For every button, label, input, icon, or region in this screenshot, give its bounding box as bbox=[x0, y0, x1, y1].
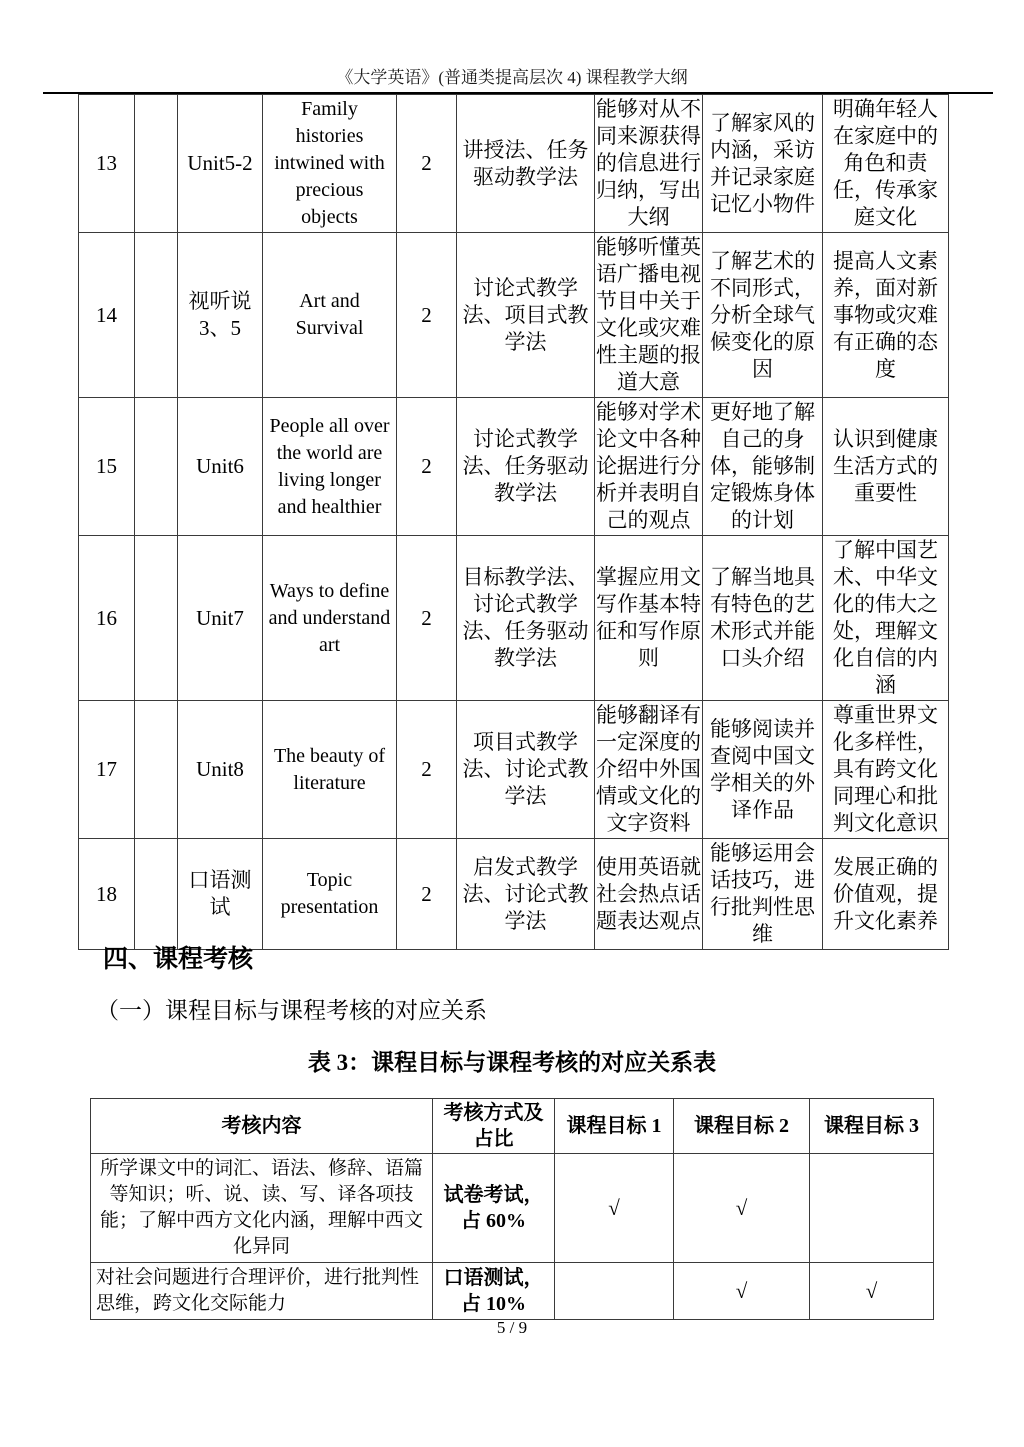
cell-goal-3-check: √ bbox=[810, 1263, 934, 1320]
table-row bbox=[79, 233, 949, 398]
cell-number: 15 bbox=[79, 398, 135, 536]
header-goal-1: 课程目标 1 bbox=[555, 1099, 674, 1154]
cell-goal-1-check: √ bbox=[555, 1154, 674, 1263]
cell-unit: Unit6 bbox=[178, 398, 263, 536]
cell-topic: People all over the world are living longer and healthier bbox=[263, 398, 397, 536]
cell-objective-2: 了解家风的内涵，采访并记录家庭记忆小物件 bbox=[703, 95, 823, 233]
cell-objective-3: 认识到健康生活方式的重要性 bbox=[823, 398, 949, 536]
header-goal-2: 课程目标 2 bbox=[674, 1099, 810, 1154]
cell-objective-2: 能够阅读并查阅中国文学相关的外译作品 bbox=[703, 701, 823, 839]
cell-methods: 项目式教学法、讨论式教学法 bbox=[457, 701, 595, 839]
cell-methods: 启发式教学法、讨论式教学法 bbox=[457, 839, 595, 950]
cell-module bbox=[135, 398, 178, 536]
cell-hours: 2 bbox=[397, 233, 457, 398]
cell-number: 14 bbox=[79, 233, 135, 398]
cell-module bbox=[135, 536, 178, 701]
cell-assess-method: 口语测试，占 10% bbox=[433, 1263, 555, 1320]
cell-objective-3: 了解中国艺术、中华文化的伟大之处，理解文化自信的内涵 bbox=[823, 536, 949, 701]
cell-unit: 视听说 3、5 bbox=[178, 233, 263, 398]
cell-objective-1: 能够对学术论文中各种论据进行分析并表明自己的观点 bbox=[595, 398, 703, 536]
section-subheading: （一）课程目标与课程考核的对应关系 bbox=[96, 998, 487, 1023]
cell-objective-1: 能够翻译有一定深度的介绍中外国情或文化的文字资料 bbox=[595, 701, 703, 839]
cell-goal-2-check: √ bbox=[674, 1154, 810, 1263]
cell-objective-2: 更好地了解自己的身体，能够制定锻炼身体的计划 bbox=[703, 398, 823, 536]
table-row bbox=[91, 1263, 934, 1320]
cell-goal-2-check: √ bbox=[674, 1263, 810, 1320]
cell-unit: 口语测试 bbox=[178, 839, 263, 950]
cell-hours: 2 bbox=[397, 839, 457, 950]
table-row bbox=[79, 701, 949, 839]
table-row bbox=[79, 536, 949, 701]
cell-number: 18 bbox=[79, 839, 135, 950]
cell-topic: Family histories intwined with precious objects bbox=[263, 95, 397, 233]
cell-methods: 目标教学法、讨论式教学法、任务驱动教学法 bbox=[457, 536, 595, 701]
cell-assess-method: 试卷考试，占 60% bbox=[433, 1154, 555, 1263]
table-row bbox=[79, 398, 949, 536]
assessment-table bbox=[90, 1098, 934, 1320]
cell-module bbox=[135, 839, 178, 950]
cell-topic: Topic presentation bbox=[263, 839, 397, 950]
cell-objective-2: 了解当地具有特色的艺术形式并能口头介绍 bbox=[703, 536, 823, 701]
cell-objective-3: 发展正确的价值观，提升文化素养 bbox=[823, 839, 949, 950]
cell-objective-1: 能够对从不同来源获得的信息进行归纳，写出大纲 bbox=[595, 95, 703, 233]
cell-module bbox=[135, 95, 178, 233]
table-row bbox=[91, 1154, 934, 1263]
header-goal-3: 课程目标 3 bbox=[810, 1099, 934, 1154]
cell-topic: Art and Survival bbox=[263, 233, 397, 398]
header-assess-method: 考核方式及占比 bbox=[433, 1099, 555, 1154]
cell-goal-1-check bbox=[555, 1263, 674, 1320]
page-number: 5 / 9 bbox=[496, 1318, 528, 1337]
cell-goal-3-check bbox=[810, 1154, 934, 1263]
cell-number: 16 bbox=[79, 536, 135, 701]
section-heading: 四、课程考核 bbox=[103, 945, 254, 973]
table-caption: 表 3：课程目标与课程考核的对应关系表 bbox=[307, 1050, 717, 1075]
cell-hours: 2 bbox=[397, 95, 457, 233]
cell-hours: 2 bbox=[397, 536, 457, 701]
cell-unit: Unit8 bbox=[178, 701, 263, 839]
cell-objective-2: 了解艺术的不同形式，分析全球气候变化的原因 bbox=[703, 233, 823, 398]
cell-objective-1: 掌握应用文写作基本特征和写作原则 bbox=[595, 536, 703, 701]
cell-objective-1: 能够听懂英语广播电视节目中关于文化或灾难性主题的报道大意 bbox=[595, 233, 703, 398]
table-row bbox=[79, 95, 949, 233]
cell-module bbox=[135, 233, 178, 398]
cell-objective-3: 明确年轻人在家庭中的角色和责任，传承家庭文化 bbox=[823, 95, 949, 233]
cell-hours: 2 bbox=[397, 398, 457, 536]
table-header-row bbox=[91, 1099, 934, 1154]
cell-objective-3: 尊重世界文化多样性，具有跨文化同理心和批判文化意识 bbox=[823, 701, 949, 839]
cell-methods: 讨论式教学法、任务驱动教学法 bbox=[457, 398, 595, 536]
cell-hours: 2 bbox=[397, 701, 457, 839]
cell-unit: Unit7 bbox=[178, 536, 263, 701]
cell-methods: 讨论式教学法、项目式教学法 bbox=[457, 233, 595, 398]
schedule-table bbox=[78, 94, 949, 950]
page-header-title: 《大学英语》(普通类提高层次 4) 课程教学大纲 bbox=[336, 68, 688, 87]
cell-module bbox=[135, 701, 178, 839]
cell-objective-2: 能够运用会话技巧，进行批判性思维 bbox=[703, 839, 823, 950]
table-row bbox=[79, 839, 949, 950]
cell-assess-content: 对社会问题进行合理评价，进行批判性思维，跨文化交际能力 bbox=[91, 1263, 433, 1320]
cell-objective-1: 使用英语就社会热点话题表达观点 bbox=[595, 839, 703, 950]
cell-objective-3: 提高人文素养，面对新事物或灾难有正确的态度 bbox=[823, 233, 949, 398]
cell-topic: The beauty of literature bbox=[263, 701, 397, 839]
cell-assess-content: 所学课文中的词汇、语法、修辞、语篇等知识；听、说、读、写、译各项技能；了解中西方文化内涵，理解中西文化异同 bbox=[91, 1154, 433, 1263]
cell-methods: 讲授法、任务驱动教学法 bbox=[457, 95, 595, 233]
header-assess-content: 考核内容 bbox=[91, 1099, 433, 1154]
cell-number: 17 bbox=[79, 701, 135, 839]
cell-unit: Unit5-2 bbox=[178, 95, 263, 233]
cell-topic: Ways to define and understand art bbox=[263, 536, 397, 701]
cell-number: 13 bbox=[79, 95, 135, 233]
